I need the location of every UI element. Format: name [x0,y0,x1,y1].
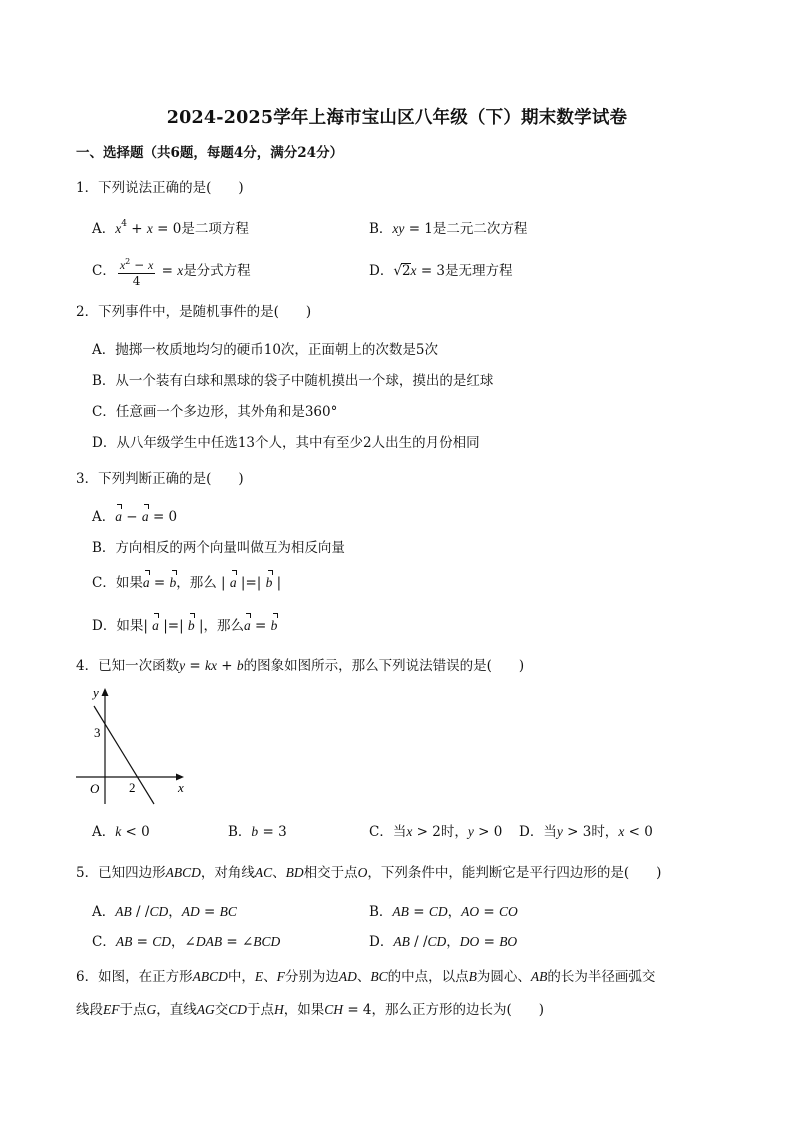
function-line [94,706,154,804]
question-5-stem: 5．已知四边形ABCD，对角线AC、BD相交于点O，下列条件中，能判断它是平行四边形的是( ) [76,865,662,881]
q3-option-a: A．a − a = 0 [92,509,178,525]
question-3-stem: 3．下列判断正确的是( ) [76,471,244,487]
q5-option-d: D．AB / /CD，DO = BO [369,934,518,950]
q5-option-c: C．AB = CD，∠DAB = ∠BCD [92,934,281,950]
question-6-line-2: 线段EF于点G，直线AG交CD于点H，如果CH = 4，那么正方形的边长为( ) [76,1002,545,1018]
q1-option-d: D．√2x = 3是无理方程 [369,263,513,279]
q4-option-a: A．k < 0 [92,824,150,840]
q1-option-b: B．xy = 1是二元二次方程 [369,221,528,237]
linear-function-graph [72,684,192,809]
question-4-stem: 4．已知一次函数y = kx + b的图象如图所示，那么下列说法错误的是( ) [76,658,525,674]
y-axis-label: y [93,685,99,700]
origin-label: O [90,781,100,796]
q3-option-c: C．如果a = b，那么 | a |=| b | [92,575,282,591]
q4-option-d: D．当y > 3时，x < 0 [519,824,653,840]
question-6-line-1: 6．如图，在正方形ABCD中，E、F分别为边AD、BC的中点，以点B为圆心、AB的长为半径画弧交 [76,969,656,985]
q2-option-a: A．抛掷一枚质地均匀的硬币10次，正面朝上的次数是5次 [92,342,439,358]
x-intercept-label: 2 [129,780,136,795]
page-title: 2024-2025学年上海市宝山区八年级（下）期末数学试卷 [166,108,628,128]
y-intercept-label: 3 [94,725,101,740]
q5-option-a: A．AB / /CD，AD = BC [92,904,237,920]
y-axis-arrow-icon [102,688,109,696]
q1-option-a: A．$x^4 + x = 0$是二项方程 [92,219,249,237]
q2-option-c: C．任意画一个多边形，其外角和是360° [92,404,338,420]
question-1-stem: 1．下列说法正确的是( ) [76,180,244,196]
q2-option-b: B．从一个装有白球和黑球的袋子中随机摸出一个球，摸出的是红球 [92,373,494,389]
question-2-stem: 2．下列事件中，是随机事件的是( ) [76,304,312,320]
q4-option-c: C．当x > 2时，y > 0 [369,824,503,840]
q1-option-c: C． $\frac{x^2 - x}{4}$ = x是分式方程 [92,254,251,289]
x-axis-label: x [178,780,184,795]
q3-option-b: B．方向相反的两个向量叫做互为相反向量 [92,540,345,556]
q5-option-b: B．AB = CD，AO = CO [369,904,518,920]
q4-option-b: B．b = 3 [228,824,287,840]
q2-option-d: D．从八年级学生中任选13个人，其中有至少2人出生的月份相同 [92,435,480,451]
q3-option-d: D．如果| a |=| b |，那么a = b [92,618,278,634]
section-heading: 一、选择题（共6题，每题4分，满分24分） [76,145,344,161]
